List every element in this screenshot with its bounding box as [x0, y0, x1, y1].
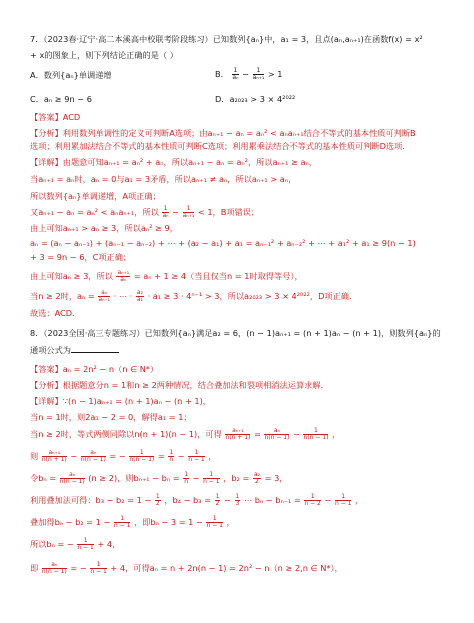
q7-option-c: C．aₙ ≥ 9n − 6 — [30, 94, 92, 104]
q8-detail-line9: 即 $\frac{\text{aₙ}}{n(n - 1)}$ = − $\frac{1}{n - 1}$ + 4，可得aₙ = n + 2n(n − 1) = 2n² − n（n ≥ 2,n ∈ N*）， — [30, 561, 343, 575]
q7-conclusion: 故选：ACD. — [30, 308, 75, 318]
q8-detail-line6: 利用叠加法可得：b₃ − b₂ = 1 − $\frac{1}{2}$ ，b₄ − b₃ = $\frac{1}{2}$ − $\frac{1}{3}$ ⋯ bₙ − bₙ₋₁ = $\frac{1}{n - 2}$ − $\frac{1}{n - 1}$ ， — [30, 493, 364, 507]
answer-blank — [71, 344, 119, 353]
q8-answer: 【答案】aₙ = 2n² − n（n ∈ N*） — [30, 364, 159, 374]
q7-detail-line4: 又aₙ₊₁ − aₙ = aₙ² < aₙaₙ₊₁，所以 $\frac{1}{\text{aₙ}}$ − $\frac{1}{\text{aₙ₊₁}}$ < 1，B项错误； — [30, 205, 260, 219]
q8-detail-line7: 叠加得bₙ − b₂ = 1 − $\frac{1}{n - 1}$ ，即bₙ − 3 = 1 − $\frac{1}{n - 1}$ ， — [30, 515, 235, 529]
q8-detail-line4: 则 $\frac{\text{aₙ₊₁}}{n(n + 1)}$ − $\frac{\text{aₙ}}{n(n - 1)}$ = − $\frac{1}{n(n - 1)}$ = $\frac{1}{n}$ − $\frac{1}{n - 1}$ ， — [30, 449, 217, 463]
q7-stem-line2: + x的图象上，则下列结论正确的是（ ） — [30, 50, 178, 60]
q7-stem-line1: 7．（2023春·辽宁·高二本溪高中校联考阶段练习）已知数列{aₙ}中，a₁ = 3，且点(aₙ,aₙ₊₁)在函数f(x) = x² — [30, 34, 423, 44]
q7-detail-line6: aₙ = (aₙ − aₙ₋₁) + (aₙ₋₁ − aₙ₋₂) + ⋯ + (a₂ − a₁) + a₁ = aₙ₋₁² + aₙ₋₂² + ⋯ + a₁² + a₁ ≥ 9(n − 1) — [30, 238, 416, 248]
q8-detail-line2: 当n = 1时，则2a₁ − 2 = 0，解得a₁ = 1； — [30, 412, 192, 422]
q7-detail-line5: 由上可知aₙ₊₁ > aₙ ≥ 3，所以aₙ² ≥ 9， — [30, 223, 178, 233]
q7-detail-line1: 【详解】由题意可知aₙ₊₁ = aₙ² + aₙ，所以aₙ₊₁ − aₙ = aₙ²，所以aₙ₊₁ ≥ aₙ， — [30, 157, 317, 167]
q8-detail-line8: 所以bₙ = − $\frac{1}{n - 1}$ + 4， — [30, 537, 121, 551]
q8-analysis: 【分析】根据题意分n = 1和n ≥ 2两种情况，结合叠加法和裂项相消法运算求解. — [30, 380, 324, 390]
q7-detail-line2: 当aₙ₊₁ = aₙ时，aₙ = 0与a₁ = 3矛盾，所以aₙ₊₁ ≠ aₙ，所以aₙ₊₁ > aₙ， — [30, 174, 297, 184]
q7-analysis-line1: 【分析】利用数列单调性的定义可判断A选项；由aₙ₊₁ − aₙ = aₙ² < aₙaₙ₊₁结合不等式的基本性质可判断B — [30, 128, 416, 138]
q8-stem-line2: 通项公式为 — [30, 344, 119, 356]
q7-option-d: D．a₂₀₂₃ > 3 × 4²⁰²² — [215, 94, 296, 104]
q7-option-b: B． $\frac{1}{\text{aₙ}}$ − $\frac{1}{\text{aₙ₊₁}}$ > 1 — [215, 67, 283, 81]
q7-detail-line3: 所以数列{aₙ}单调递增，A项正确； — [30, 191, 161, 201]
q8-detail-line5: 令bₙ = $\frac{\text{aₙ}}{n(n - 1)}$ (n ≥ 2)，则bₙ₊₁ − bₙ = $\frac{1}{n}$ − $\frac{1}{n - 1}$ ，b₂ = $\frac{\text{a₂}}{2}$ = 3， — [30, 471, 288, 485]
q8-stem-line1: 8．（2023全国·高三专题练习）已知数列{aₙ}满足a₂ = 6，(n − 1)aₙ₊₁ = (n + 1)aₙ − (n + 1)，则数列{aₙ}的 — [30, 328, 441, 338]
q7-detail-line9: 当n ≥ 2时，aₙ = $\frac{\text{aₙ}}{\text{aₙ₋₁}}$ · ⋯ · $\frac{\text{a₂}}{\text{a₁}}$ · a₁ ≥ 3 · 4ⁿ⁻¹ > 3，所以a₂₀₂₃ > 3 × 4²⁰²²，D项正确. — [30, 289, 352, 303]
q7-detail-line7: + 3 = 9n − 6，C项正确； — [30, 252, 132, 262]
q7-detail-line8: 由上可知aₙ ≥ 3，所以 $\frac{\text{aₙ₊₁}}{\text{aₙ}}$ = aₙ + 1 ≥ 4（当且仅当n = 1时取得等号）， — [30, 269, 303, 283]
q8-detail-line3: 当n ≥ 2时，等式两侧同除以n(n + 1)(n − 1)，可得 $\frac{\text{aₙ₊₁}}{n(n + 1)}$ = $\frac{\text{aₙ}}{n(n - 1)}$ − $\frac{1}{n(n - 1)}$ ， — [30, 427, 341, 441]
q8-detail-line1: 【详解】∵(n − 1)aₙ₊₁ = (n + 1)aₙ − (n + 1)， — [30, 396, 211, 406]
q7-analysis-line2: 选项；利用累加法结合不等式的基本性质可判断C选项；利用累乘法结合不等式的基本性质可判断D选项. — [30, 141, 405, 151]
q7-answer: 【答案】ACD — [30, 112, 81, 122]
q7-option-a: A．数列{aₙ}单调递增 — [30, 70, 112, 80]
